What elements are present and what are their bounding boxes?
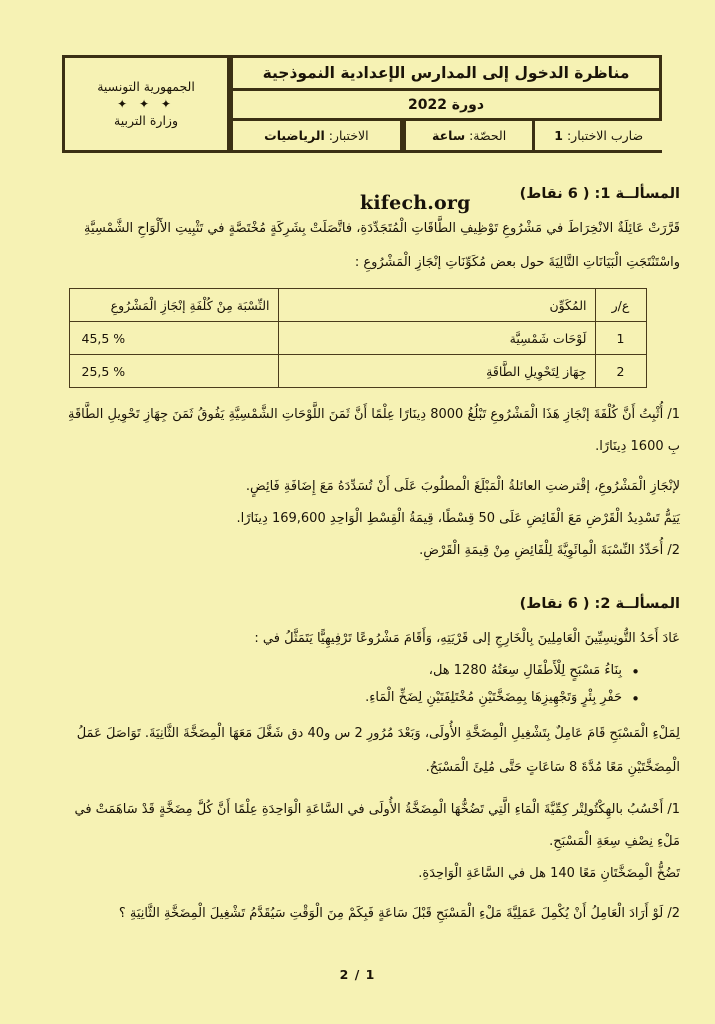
- problem-2-para-line-2: الْمِضَخَّتَيْنِ مَعًا مُدَّةَ 8 سَاعَاتٍ حَتَّى مُلِئَ الْمَسْبَحُ.: [425, 760, 680, 776]
- exam-info-block: [230, 55, 662, 153]
- ornament-separator: ✦ ✦ ✦: [117, 96, 175, 111]
- problem-2-question-2: [35, 901, 680, 927]
- problem-2-heading: [35, 596, 680, 612]
- problem-2-question-1-text: أَحْسُبُ بالهِكْتُولِتْر كِمِّيَّةَ الْمَاءِ الَّتِي تَضُخُّهَا الْمِضَخَّةُ الأُولَى في السَّاعَةِ الْوَاحِدَةِ عِلْمًا أَنَّ كُلَّ مِضَخَّةٍ قَدْ سَاهَمَتْ في: [74, 802, 664, 818]
- problem-2-question-1-number: 1/: [667, 802, 680, 818]
- ministry-name: وزارة التربية: [114, 113, 179, 129]
- exam-subject-cell: [230, 121, 403, 153]
- problem-2-question-2-number: 2/: [667, 906, 680, 922]
- table-row: [69, 355, 646, 388]
- exam-coefficient-label: ضارب الاختبار:: [566, 128, 644, 143]
- table-header-component: المُكَوِّن: [278, 289, 595, 322]
- table-header-row: [69, 289, 646, 322]
- table-cell-percent: 45,5 %: [69, 322, 278, 355]
- exam-session: دورة 2022: [230, 91, 662, 121]
- exam-coefficient-cell: [532, 121, 662, 153]
- table-cell-index: 1: [595, 322, 646, 355]
- exam-subject-value: الرياضيات: [264, 128, 325, 143]
- table-header-index: ع/ر: [595, 289, 646, 322]
- table-cell-component: جِهَاز لِتَحْوِيلِ الطَّاقَةِ: [278, 355, 595, 388]
- problem-1-question-1-continued: بِ 1600 دِينَارًا.: [595, 439, 680, 454]
- list-item: • حَفْرِ بِئْرٍ وَتَجْهِيزِهَا بِمِضَخَّتَيْنِ مُخْتَلِفَتَيْنِ لِضَخِّ الْمَاءِ.: [35, 685, 640, 712]
- page-number: 2 / 1: [339, 967, 376, 982]
- problem-2-bullet-list: [35, 658, 680, 711]
- problem-1-note-line-1: لإنْجَازِ الْمَشْرُوعِ، إقْترضتِ العائلةُ الْمَبْلَغَ الْمطلُوبَ عَلَى أَنْ تُسَدِّدَهُ مَعَ إِضَافَةِ فَائِضٍ.: [245, 479, 680, 494]
- table-row: [69, 322, 646, 355]
- problem-1-question-2: [35, 538, 680, 564]
- exam-header-table: [62, 55, 662, 153]
- problem-2-number: 2: [600, 596, 611, 612]
- problem-1-heading: [35, 186, 680, 202]
- country-name: الجمهورية التونسية: [97, 79, 195, 95]
- problem-1-number: 1: [600, 186, 611, 202]
- problem-1-intro-line-1: قَرَّرَتْ عَائِلَةٌ الانْخِرَاطَ في مَشْرُوعِ تَوْظِيفِ الطَّاقَاتِ الْمُتَجَدِّدَةِ، فاتَّصَلَتْ بِشَرِكَةٍ مُخْتَصَّةٍ في تَثْبِيتِ الأَلْوَاحِ الشَّمْسِيَّةِ: [83, 221, 680, 236]
- problem-1-label: المسألــة: [615, 186, 680, 202]
- site-watermark: kifech.org: [360, 192, 471, 214]
- table-cell-component: لَوْحَات شَمْسِيَّة: [278, 322, 595, 355]
- problem-1-question-1-text: أُثْبِتُ أَنَّ كُلْفَةَ إنْجَازِ هَذَا الْمَشْرُوعِ تَبْلُغُ 8000 دِينَارًا عِلْمًا أَنَّ ثَمَنَ اللَّوْحَاتِ الشَّمْسِيَّةِ يَفُوقُ ثَمَنَ جِهَازِ تَحْوِيلِ الطَّاقَةِ: [68, 407, 664, 422]
- problem-1-points: : ( 6 نقاط): [519, 186, 601, 202]
- exam-title: مناظرة الدخول إلى المدارس الإعدادية النموذجية: [230, 55, 662, 91]
- exam-subject-label: الاختبار:: [328, 128, 369, 143]
- problem-2-label: المسألــة: [615, 596, 680, 612]
- problem-2-note: تَضُخُّ الْمِضَخَّتَانِ مَعًا 140 هل في السَّاعَةِ الْوَاحِدَةِ.: [418, 866, 680, 882]
- exam-duration-cell: [403, 121, 533, 153]
- project-cost-table: [69, 288, 647, 388]
- ministry-block: [62, 55, 230, 153]
- problem-1-question-1-number: 1/: [667, 407, 680, 422]
- problem-2-question-1-continued: مَلْءِ نِصْفِ سِعَةِ الْمَسْبَحِ.: [549, 834, 680, 850]
- exam-coefficient-value: 1: [554, 128, 563, 143]
- problem-2-question-2-text: لَوْ أَرَادَ الْعَامِلُ أَنْ يُكْمِلَ عَمَلِيَّةَ مَلْءِ الْمَسْبَحِ قَبْلَ سَاعَةٍ فَبِكَمْ مِنَ الْوَقْتِ سَيُقَدَّمُ تَشْغِيلَ الْمِضَخَّةِ الثَّانِيَةِ ؟: [118, 906, 664, 922]
- exam-duration-value: ساعة: [432, 128, 466, 143]
- problem-1-question-1: [35, 402, 680, 428]
- problem-2-points: : ( 6 نقاط): [519, 596, 601, 612]
- problem-1-question-2-number: 2/: [667, 543, 680, 558]
- problem-2-question-1: [35, 797, 680, 823]
- problem-1-question-2-text: أُحَدِّدُ النِّسْبَةَ الْمِائَوِيَّةَ لِلْفَائِضِ مِنْ قِيمَةِ الْقَرْضِ.: [419, 543, 664, 558]
- problem-1-note-line-2: يَتِمُّ تَسْدِيدُ الْقَرْضِ مَعَ الْفَائِضِ عَلَى 50 قِسْطًا، قِيمَةُ الْقِسْطِ الْوَاحِدِ 169,600 دِينَارًا.: [236, 511, 680, 526]
- exam-duration-label: الحصّة:: [469, 128, 507, 143]
- table-cell-index: 2: [595, 355, 646, 388]
- problem-1-intro-line-2: واسْتَنْتَجَتِ الْبَيَانَاتِ التَّالِيَةَ حول بعض مُكَوِّنَاتِ إنْجَازِ الْمَشْرُوعِ :: [354, 255, 680, 270]
- exam-meta-row: [230, 121, 662, 153]
- problem-2-intro: عَادَ أَحَدُ التُّونِسِيِّينَ الْعَامِلِينَ بِالْخَارِجِ إلى قَرْيَتِهِ، وَأَقَامَ مَشْرُوعًا تَرْفِيهِيًّا يَتَمَثَّلُ في :: [254, 631, 680, 646]
- list-item: • بِنَاءُ مَسْبَحٍ لِلْأَطْفَالِ سِعَتُهُ 1280 هل،: [35, 658, 640, 685]
- problem-2-para-line-1: لِمَلْءِ الْمَسْبَحِ قَامَ عَامِلٌ بِتَشْغِيلِ الْمِضَخَّةِ الأُولَى، وَبَعْدَ مُرُورِ 2 س و40 دق شَغَّلَ مَعَهَا الْمِضَخَّةَ الثَّانِيَةَ. تَوَاصَلَ عَمَلُ: [76, 726, 680, 742]
- table-cell-percent: 25,5 %: [69, 355, 278, 388]
- exam-body: [35, 186, 680, 933]
- table-header-percent: النِّسْبَة مِنْ كُلْفَةِ إنْجَازِ الْمَشْرُوعِ: [69, 289, 278, 322]
